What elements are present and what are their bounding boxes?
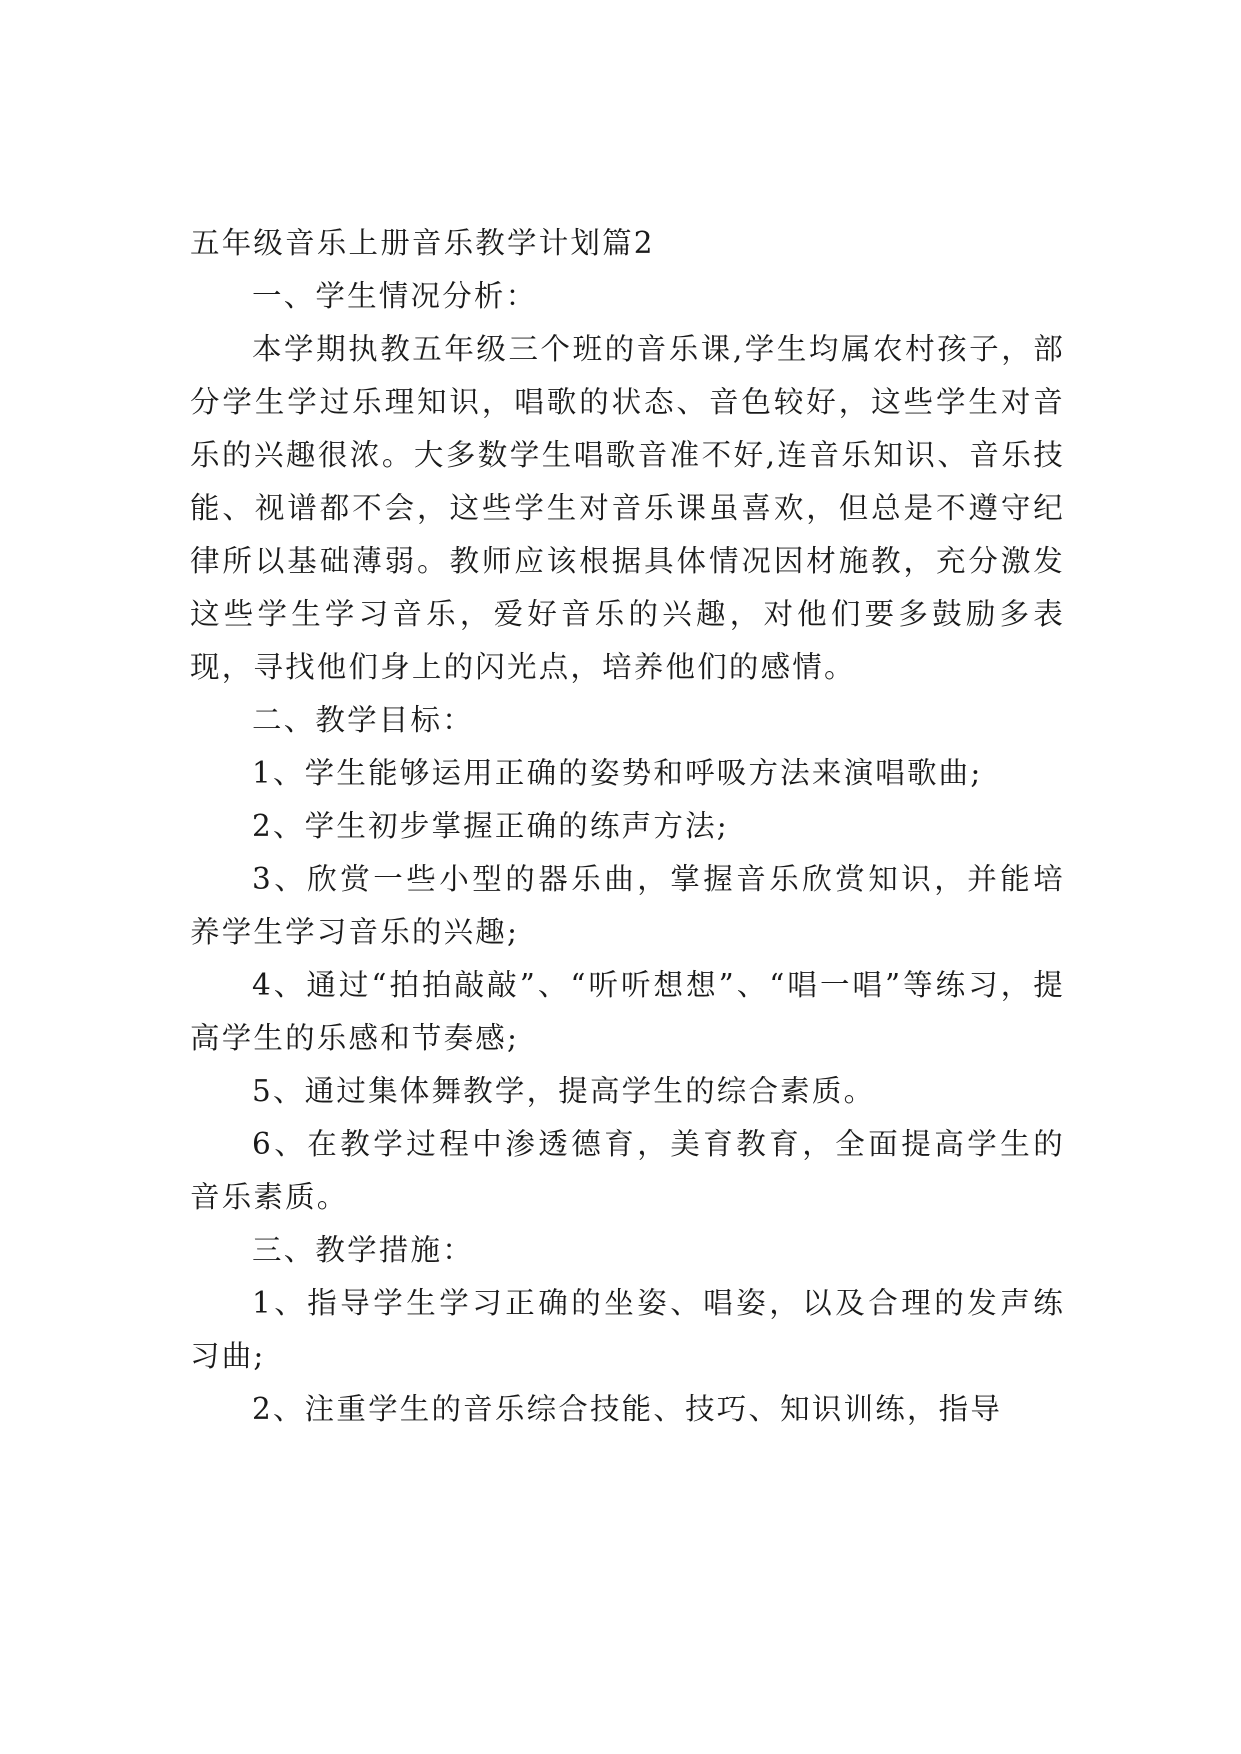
measure-item-2: 2、注重学生的音乐综合技能、技巧、知识训练，指导	[252, 1392, 1003, 1426]
measure-item-1: 1、指导学生学习正确的坐姿、唱姿，以及合理的发声练习曲;	[190, 1286, 1065, 1373]
goal-item-1: 1、学生能够运用正确的姿势和呼吸方法来演唱歌曲;	[252, 756, 983, 790]
section-heading-teaching-goals: 二、教学目标：	[252, 703, 474, 737]
paragraph-student-analysis: 本学期执教五年级三个班的音乐课,学生均属农村孩子，部分学生学过乐理知识，唱歌的状态、音色较好，这些学生对音乐的兴趣很浓。大多数学生唱歌音准不好,连音乐知识、音乐技能、视谱都不会，这些学生对音乐课虽喜欢，但总是不遵守纪律所以基础薄弱。教师应该根据具体情况因材施教，充分激发这些学生学习音乐，爱好音乐的兴趣，对他们要多鼓励多表现，寻找他们身上的闪光点，培养他们的感情。	[190, 332, 1065, 684]
goal-item-5: 5、通过集体舞教学，提高学生的综合素质。	[252, 1074, 876, 1108]
document-title: 五年级音乐上册音乐教学计划篇2	[190, 226, 655, 260]
section-heading-teaching-measures: 三、教学措施：	[252, 1233, 474, 1267]
goal-item-3: 3、欣赏一些小型的器乐曲，掌握音乐欣赏知识，并能培养学生学习音乐的兴趣;	[190, 862, 1065, 949]
goal-item-6: 6、在教学过程中渗透德育，美育教育，全面提高学生的音乐素质。	[190, 1127, 1065, 1214]
goal-item-4: 4、通过“拍拍敲敲”、“听听想想”、“唱一唱”等练习，提高学生的乐感和节奏感;	[190, 968, 1065, 1055]
document-body	[190, 217, 1065, 1436]
goal-item-2: 2、学生初步掌握正确的练声方法;	[252, 809, 729, 843]
section-heading-student-analysis: 一、学生情况分析：	[252, 279, 538, 313]
